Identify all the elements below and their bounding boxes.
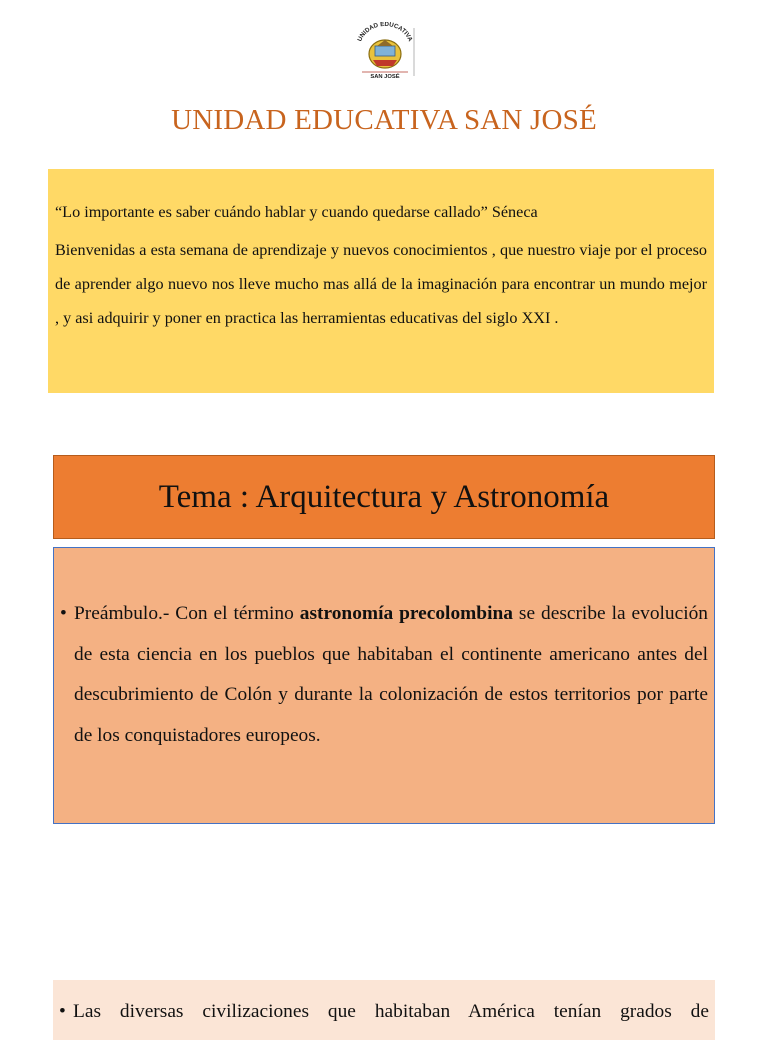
next-section-bullet-item — [59, 992, 709, 1033]
logo-arc-text: UNIDAD EDUCATIVA — [356, 22, 414, 43]
school-crest-logo — [354, 22, 416, 80]
preamble-text — [74, 594, 708, 756]
intro-box — [48, 169, 714, 393]
bullet-glyph: • — [60, 603, 67, 624]
school-crest-icon — [354, 22, 416, 80]
bullet-glyph: • — [59, 1001, 66, 1022]
preamble-bold-term: astronomía precolombina — [299, 603, 513, 624]
preamble-lead: Preámbulo.- Con el término — [74, 603, 300, 624]
next-section-box — [53, 980, 715, 1040]
welcome-paragraph: Bienvenidas a esta semana de aprendizaje y nuevos conocimientos , que nuestro viaje por el proceso de aprender algo nuevo nos lleve mucho mas allá de la imaginación para encontrar un mundo mejor , y asi adquirir y poner en practica las herramientas educativas del siglo XXI . — [55, 241, 707, 327]
seneca-quote: “Lo importante es saber cuándo hablar y cuando quedarse callado” Séneca — [55, 203, 538, 221]
school-name-heading: UNIDAD EDUCATIVA SAN JOSÉ — [171, 104, 597, 136]
logo-bottom-text: SAN JOSÉ — [370, 74, 400, 80]
preamble-box — [53, 547, 715, 824]
preamble-rest: se describe la evolución de esta ciencia en los pueblos que habitaban el continente americano antes del descubrimiento de Colón y durante la colonización de estos territorios por parte de los conquistadores europeos. — [74, 603, 708, 746]
preamble-bullet-item — [60, 594, 708, 756]
next-section-text: Las diversas civilizaciones que habitaban América tenían grados de — [73, 1001, 709, 1022]
topic-title: Tema : Arquitectura y Astronomía — [53, 455, 715, 539]
